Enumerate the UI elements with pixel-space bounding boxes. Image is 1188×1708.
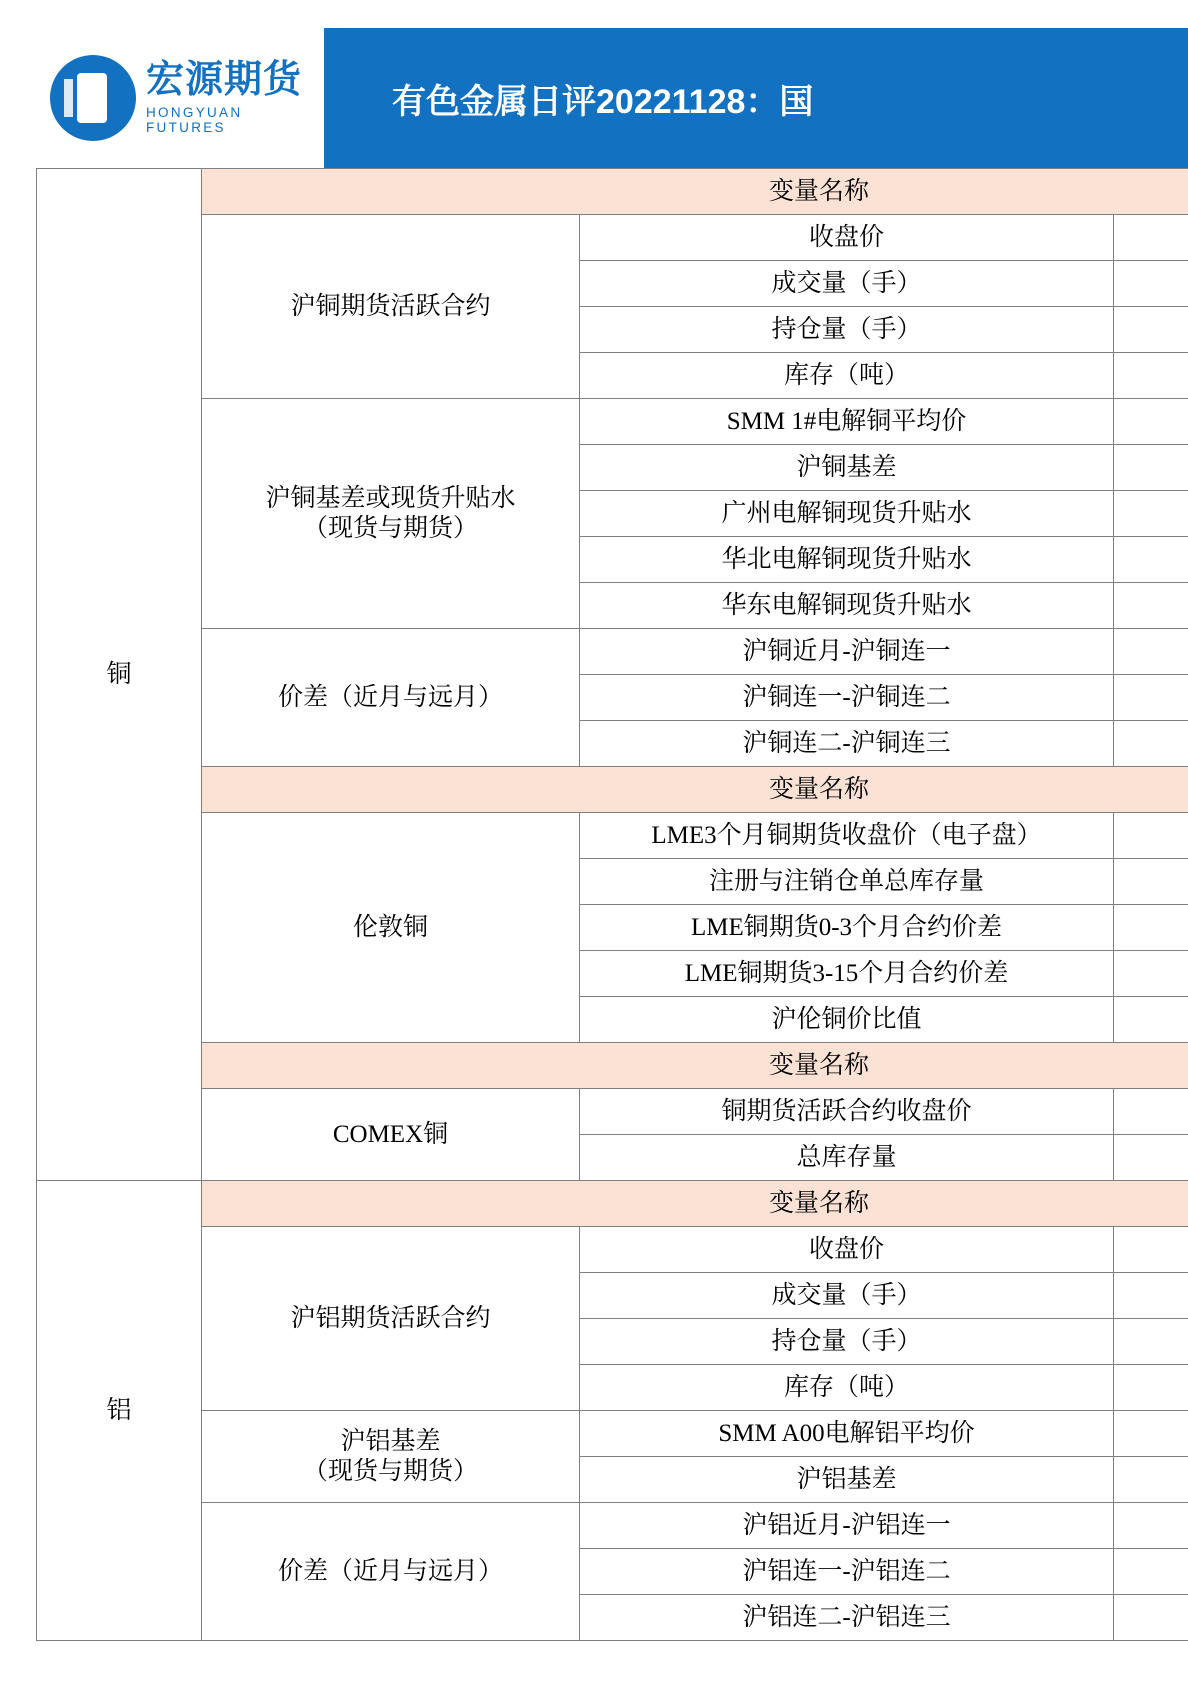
table-body: [37, 169, 1188, 1641]
value-cell: [1114, 629, 1188, 675]
group-label: [202, 399, 580, 629]
value-cell: [1114, 721, 1188, 767]
table-row: [37, 1411, 1188, 1457]
value-cell: [1114, 905, 1188, 951]
group-label: 沪铝期货活跃合约: [202, 1227, 580, 1411]
variable-name: 沪伦铜价比值: [580, 997, 1114, 1043]
group-label: 价差（近月与远月）: [202, 629, 580, 767]
page-title: 有色金属日评20221128：国: [324, 74, 1188, 123]
variable-name: SMM 1#电解铜平均价: [580, 399, 1114, 445]
value-cell: [1114, 399, 1188, 445]
variable-name: 沪铝近月-沪铝连一: [580, 1503, 1114, 1549]
value-cell: [1114, 859, 1188, 905]
value-cell: [1114, 1457, 1188, 1503]
table-row: [37, 629, 1188, 675]
variable-name: 收盘价: [580, 1227, 1114, 1273]
value-cell: [1114, 1135, 1188, 1181]
variable-name: 沪铜连一-沪铜连二: [580, 675, 1114, 721]
value-cell: [1114, 1319, 1188, 1365]
variable-name: LME铜期货3-15个月合约价差: [580, 951, 1114, 997]
value-cell: [1114, 261, 1188, 307]
group-label: 价差（近月与远月）: [202, 1503, 580, 1641]
variable-name: SMM A00电解铝平均价: [580, 1411, 1114, 1457]
value-cell: [1114, 1365, 1188, 1411]
value-cell: [1114, 813, 1188, 859]
group-label: 伦敦铜: [202, 813, 580, 1043]
logo-company-name-cn: 宏源期货: [146, 61, 324, 101]
value-cell: [1114, 1227, 1188, 1273]
table-row: [37, 215, 1188, 261]
metal-label-copper: 铜: [37, 169, 202, 1181]
logo-company-name-en: HONGYUAN FUTURES: [146, 105, 324, 135]
hongyuan-logo-icon: [50, 55, 136, 141]
value-cell: [1114, 997, 1188, 1043]
group-label: COMEX铜: [202, 1089, 580, 1181]
table-row: [37, 1227, 1188, 1273]
value-cell: [1114, 1411, 1188, 1457]
section-header: 变量名称: [202, 1043, 1188, 1089]
variable-name: 注册与注销仓单总库存量: [580, 859, 1114, 905]
table-row: [37, 1043, 1188, 1089]
company-logo: [36, 28, 324, 168]
table-row: [37, 1181, 1188, 1227]
table-row: [37, 399, 1188, 445]
variable-name: 成交量（手）: [580, 261, 1114, 307]
metals-data-table: [36, 168, 1188, 1641]
metal-label-aluminum: 铝: [37, 1181, 202, 1641]
section-header: 变量名称: [202, 169, 1188, 215]
variable-name: 沪铜连二-沪铜连三: [580, 721, 1114, 767]
value-cell: [1114, 1503, 1188, 1549]
variable-name: LME铜期货0-3个月合约价差: [580, 905, 1114, 951]
table-row: [37, 169, 1188, 215]
table-row: [37, 767, 1188, 813]
variable-name: 铜期货活跃合约收盘价: [580, 1089, 1114, 1135]
value-cell: [1114, 445, 1188, 491]
value-cell: [1114, 1089, 1188, 1135]
variable-name: 总库存量: [580, 1135, 1114, 1181]
value-cell: [1114, 1549, 1188, 1595]
variable-name: 库存（吨）: [580, 353, 1114, 399]
value-cell: [1114, 537, 1188, 583]
variable-name: 沪铝基差: [580, 1457, 1114, 1503]
group-label: [202, 1411, 580, 1503]
variable-name: 沪铜基差: [580, 445, 1114, 491]
table-row: [37, 813, 1188, 859]
value-cell: [1114, 583, 1188, 629]
group-label-line1: 沪铝基差: [206, 1427, 575, 1457]
variable-name: 沪铜近月-沪铜连一: [580, 629, 1114, 675]
table-row: [37, 1503, 1188, 1549]
report-header: [36, 28, 1188, 168]
value-cell: [1114, 951, 1188, 997]
value-cell: [1114, 1595, 1188, 1641]
variable-name: 收盘价: [580, 215, 1114, 261]
variable-name: 持仓量（手）: [580, 1319, 1114, 1365]
table-row: [37, 1089, 1188, 1135]
value-cell: [1114, 353, 1188, 399]
variable-name: 成交量（手）: [580, 1273, 1114, 1319]
value-cell: [1114, 675, 1188, 721]
group-label-line2: （现货与期货）: [206, 1457, 575, 1487]
variable-name: 沪铝连一-沪铝连二: [580, 1549, 1114, 1595]
variable-name: 华东电解铜现货升贴水: [580, 583, 1114, 629]
section-header: 变量名称: [202, 1181, 1188, 1227]
value-cell: [1114, 215, 1188, 261]
value-cell: [1114, 1273, 1188, 1319]
group-label-line2: （现货与期货）: [206, 514, 575, 544]
variable-name: 华北电解铜现货升贴水: [580, 537, 1114, 583]
variable-name: 库存（吨）: [580, 1365, 1114, 1411]
section-header: 变量名称: [202, 767, 1188, 813]
group-label-line1: 沪铜基差或现货升贴水: [206, 484, 575, 514]
value-cell: [1114, 307, 1188, 353]
logo-text: [146, 61, 324, 136]
value-cell: [1114, 491, 1188, 537]
variable-name: 持仓量（手）: [580, 307, 1114, 353]
variable-name: LME3个月铜期货收盘价（电子盘）: [580, 813, 1114, 859]
variable-name: 广州电解铜现货升贴水: [580, 491, 1114, 537]
variable-name: 沪铝连二-沪铝连三: [580, 1595, 1114, 1641]
group-label: 沪铜期货活跃合约: [202, 215, 580, 399]
